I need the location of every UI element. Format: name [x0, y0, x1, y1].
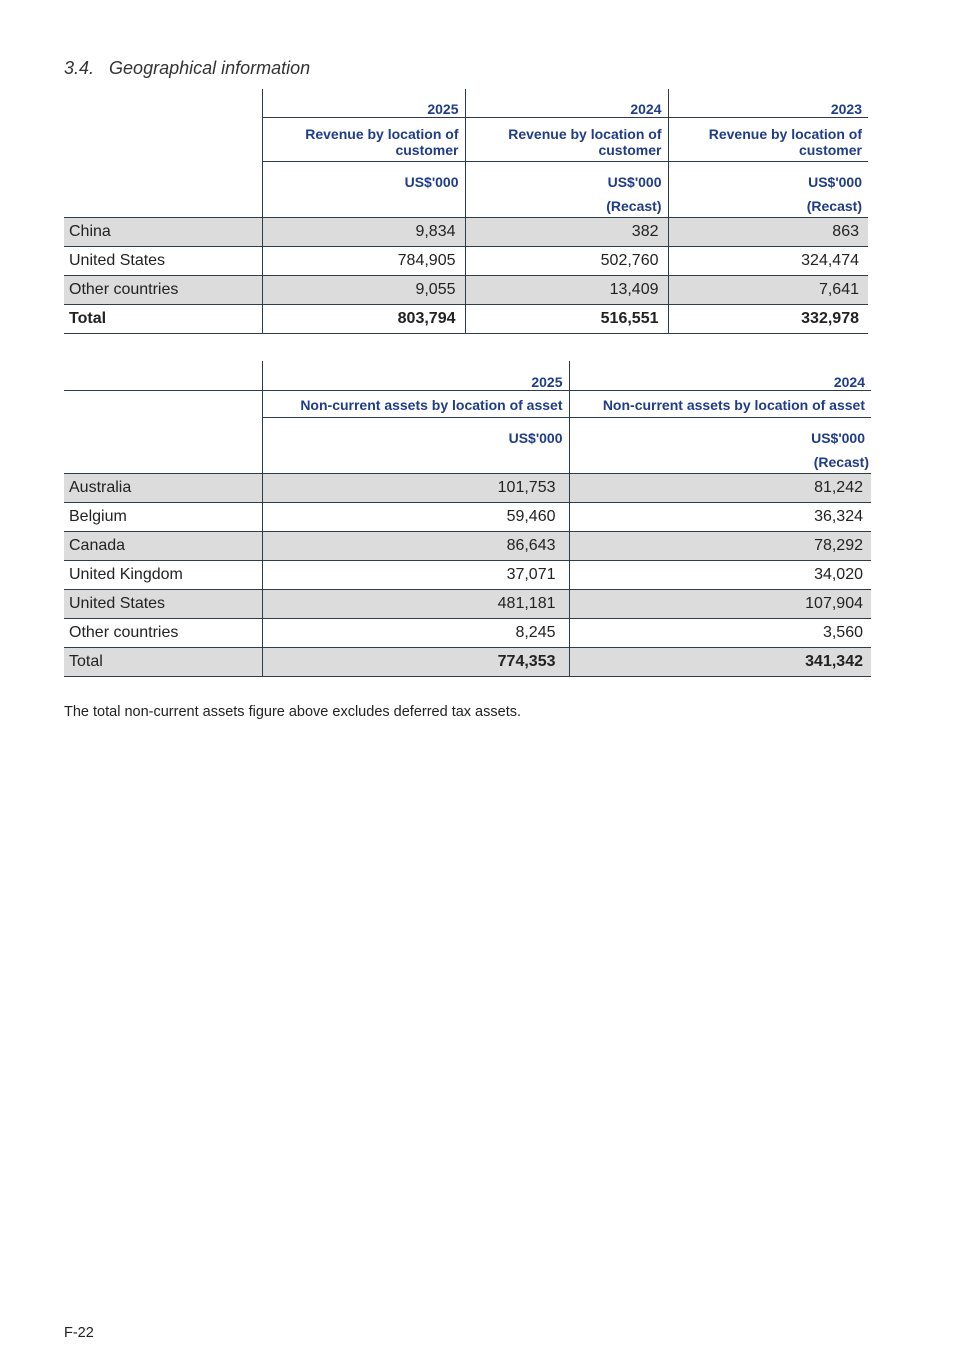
measure-header: Non-current assets by location of asset — [569, 390, 871, 417]
total-value: 332,978 — [668, 304, 868, 333]
cell-value: 481,181 — [262, 589, 569, 618]
table-row — [64, 473, 871, 502]
cell-value: 502,760 — [465, 246, 668, 275]
page-number: F-22 — [64, 1325, 94, 1341]
section-title — [64, 58, 310, 79]
unit-header: US$'000 — [262, 161, 465, 190]
table-row — [64, 502, 871, 531]
section-heading: Geographical information — [109, 58, 311, 78]
recast-header — [262, 446, 569, 473]
cell-value: 36,324 — [569, 502, 871, 531]
measure-header: Revenue by location of customer — [262, 117, 465, 161]
table-row — [64, 217, 868, 246]
row-label: China — [64, 217, 262, 246]
cell-value: 324,474 — [668, 246, 868, 275]
row-label: Canada — [64, 531, 262, 560]
row-label: Other countries — [64, 275, 262, 304]
measure-header: Non-current assets by location of asset — [262, 390, 569, 417]
table-row — [64, 560, 871, 589]
assets-table — [64, 361, 871, 677]
recast-header — [262, 190, 465, 217]
cell-value: 37,071 — [262, 560, 569, 589]
cell-value: 34,020 — [569, 560, 871, 589]
total-value: 341,342 — [569, 647, 871, 676]
cell-value: 7,641 — [668, 275, 868, 304]
total-row — [64, 647, 871, 676]
unit-header: US$'000 — [262, 417, 569, 446]
table-row — [64, 275, 868, 304]
revenue-table — [64, 89, 868, 334]
row-label: Belgium — [64, 502, 262, 531]
row-label: United Kingdom — [64, 560, 262, 589]
total-label: Total — [64, 647, 262, 676]
unit-header: US$'000 — [465, 161, 668, 190]
row-label: United States — [64, 246, 262, 275]
recast-header: (Recast) — [668, 190, 868, 217]
table-row — [64, 618, 871, 647]
year-header: 2025 — [262, 361, 569, 390]
year-header: 2023 — [668, 89, 868, 117]
cell-value: 784,905 — [262, 246, 465, 275]
section-number: 3.4. — [64, 58, 95, 78]
cell-value: 81,242 — [569, 473, 871, 502]
cell-value: 78,292 — [569, 531, 871, 560]
total-value: 774,353 — [262, 647, 569, 676]
measure-header: Revenue by location of customer — [465, 117, 668, 161]
year-header: 2024 — [569, 361, 871, 390]
table-row — [64, 246, 868, 275]
cell-value: 13,409 — [465, 275, 668, 304]
cell-value: 3,560 — [569, 618, 871, 647]
total-value: 516,551 — [465, 304, 668, 333]
header-blank — [64, 89, 262, 117]
total-row — [64, 304, 868, 333]
table-row — [64, 531, 871, 560]
row-label: Other countries — [64, 618, 262, 647]
row-label: Australia — [64, 473, 262, 502]
cell-value: 8,245 — [262, 618, 569, 647]
recast-header: (Recast) — [465, 190, 668, 217]
year-header: 2025 — [262, 89, 465, 117]
cell-value: 9,055 — [262, 275, 465, 304]
cell-value: 9,834 — [262, 217, 465, 246]
footnote: The total non-current assets figure above excludes deferred tax assets. — [64, 704, 521, 720]
unit-header: US$'000 — [668, 161, 868, 190]
measure-header: Revenue by location of customer — [668, 117, 868, 161]
cell-value: 382 — [465, 217, 668, 246]
table-row — [64, 589, 871, 618]
total-value: 803,794 — [262, 304, 465, 333]
cell-value: 101,753 — [262, 473, 569, 502]
row-label: United States — [64, 589, 262, 618]
year-header: 2024 — [465, 89, 668, 117]
cell-value: 86,643 — [262, 531, 569, 560]
unit-header: US$'000 — [569, 417, 871, 446]
cell-value: 107,904 — [569, 589, 871, 618]
recast-header: (Recast) — [569, 446, 871, 473]
cell-value: 863 — [668, 217, 868, 246]
total-label: Total — [64, 304, 262, 333]
cell-value: 59,460 — [262, 502, 569, 531]
